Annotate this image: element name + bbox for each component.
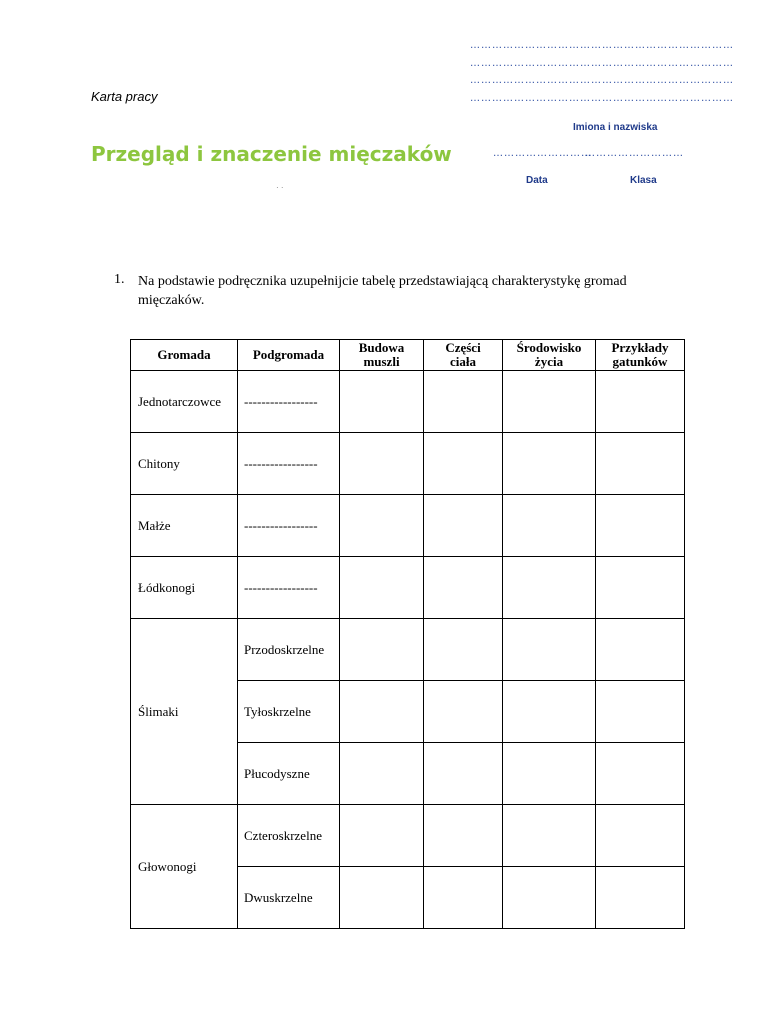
name-line-1[interactable]: ……………………………………………………………… bbox=[470, 40, 734, 51]
cell-gromada: Małże bbox=[131, 495, 238, 557]
cell-blank[interactable] bbox=[340, 681, 424, 743]
cell-podgromada: Płucodyszne bbox=[238, 743, 340, 805]
cell-blank[interactable] bbox=[424, 495, 503, 557]
name-line-4[interactable]: ……………………………………………………………… bbox=[470, 93, 734, 104]
header-srodowisko-zycia: Środowisko życia bbox=[503, 340, 596, 371]
cell-blank[interactable] bbox=[340, 743, 424, 805]
table-row bbox=[131, 371, 685, 433]
class-label: Klasa bbox=[630, 175, 657, 186]
table-row bbox=[131, 495, 685, 557]
cell-blank[interactable] bbox=[596, 557, 685, 619]
cell-blank[interactable] bbox=[424, 433, 503, 495]
cell-blank[interactable] bbox=[596, 433, 685, 495]
table-row bbox=[131, 619, 685, 681]
cell-blank[interactable] bbox=[340, 371, 424, 433]
cell-podgromada: Dwuskrzelne bbox=[238, 867, 340, 929]
cell-blank[interactable] bbox=[340, 867, 424, 929]
table-row bbox=[131, 805, 685, 867]
cell-blank[interactable] bbox=[340, 495, 424, 557]
cell-blank[interactable] bbox=[503, 371, 596, 433]
date-label: Data bbox=[526, 175, 548, 186]
cell-podgromada: ----------------- bbox=[238, 433, 340, 495]
date-line[interactable]: ……………………… bbox=[493, 148, 592, 159]
names-label: Imiona i nazwiska bbox=[573, 122, 658, 133]
cell-podgromada: ----------------- bbox=[238, 557, 340, 619]
cell-blank[interactable] bbox=[503, 495, 596, 557]
cell-podgromada: ----------------- bbox=[238, 495, 340, 557]
cell-podgromada: Przodoskrzelne bbox=[238, 619, 340, 681]
header-przyklady-gatunkow: Przykłady gatunków bbox=[596, 340, 685, 371]
cell-blank[interactable] bbox=[503, 619, 596, 681]
cell-blank[interactable] bbox=[596, 619, 685, 681]
cell-blank[interactable] bbox=[424, 867, 503, 929]
cell-blank[interactable] bbox=[340, 557, 424, 619]
cell-blank[interactable] bbox=[503, 805, 596, 867]
cell-blank[interactable] bbox=[424, 619, 503, 681]
cell-blank[interactable] bbox=[596, 867, 685, 929]
cell-blank[interactable] bbox=[503, 743, 596, 805]
cell-blank[interactable] bbox=[596, 371, 685, 433]
cell-blank[interactable] bbox=[503, 681, 596, 743]
cell-blank[interactable] bbox=[596, 743, 685, 805]
header-budowa-muszli: Budowa muszli bbox=[340, 340, 424, 371]
class-line[interactable]: ……………………… bbox=[585, 148, 684, 159]
cell-blank[interactable] bbox=[340, 619, 424, 681]
cell-blank[interactable] bbox=[503, 867, 596, 929]
cell-blank[interactable] bbox=[424, 681, 503, 743]
name-line-2[interactable]: ……………………………………………………………… bbox=[470, 58, 734, 69]
cell-blank[interactable] bbox=[596, 805, 685, 867]
cell-gromada: Ślimaki bbox=[131, 619, 238, 805]
header-gromada: Gromada bbox=[131, 340, 238, 371]
header-czesci-ciala: Części ciała bbox=[424, 340, 503, 371]
table-row bbox=[131, 433, 685, 495]
cell-blank[interactable] bbox=[424, 371, 503, 433]
cell-gromada: Łódkonogi bbox=[131, 557, 238, 619]
worksheet-label: Karta pracy bbox=[91, 89, 158, 104]
cell-gromada: Chitony bbox=[131, 433, 238, 495]
cell-podgromada: Tyłoskrzelne bbox=[238, 681, 340, 743]
cell-gromada: Głowonogi bbox=[131, 805, 238, 929]
task-text: Na podstawie podręcznika uzupełnijcie tabelę przedstawiającą charakterystykę gromad mięczaków. bbox=[138, 274, 627, 308]
cell-podgromada: Czteroskrzelne bbox=[238, 805, 340, 867]
table-header-row bbox=[131, 340, 685, 371]
cell-blank[interactable] bbox=[340, 433, 424, 495]
table-row bbox=[131, 557, 685, 619]
name-line-3[interactable]: ……………………………………………………………… bbox=[470, 75, 734, 86]
cell-blank[interactable] bbox=[424, 743, 503, 805]
header-podgromada: Podgromada bbox=[238, 340, 340, 371]
task-number: 1. bbox=[114, 272, 125, 287]
cell-gromada: Jednotarczowce bbox=[131, 371, 238, 433]
cell-blank[interactable] bbox=[596, 681, 685, 743]
cell-blank[interactable] bbox=[424, 805, 503, 867]
cell-podgromada: ----------------- bbox=[238, 371, 340, 433]
cell-blank[interactable] bbox=[503, 557, 596, 619]
mollusc-table bbox=[130, 339, 685, 929]
cell-blank[interactable] bbox=[424, 557, 503, 619]
cell-blank[interactable] bbox=[340, 805, 424, 867]
small-mark: · · bbox=[276, 183, 284, 192]
page-title: Przegląd i znaczenie mięczaków bbox=[91, 142, 452, 166]
cell-blank[interactable] bbox=[503, 433, 596, 495]
cell-blank[interactable] bbox=[596, 495, 685, 557]
